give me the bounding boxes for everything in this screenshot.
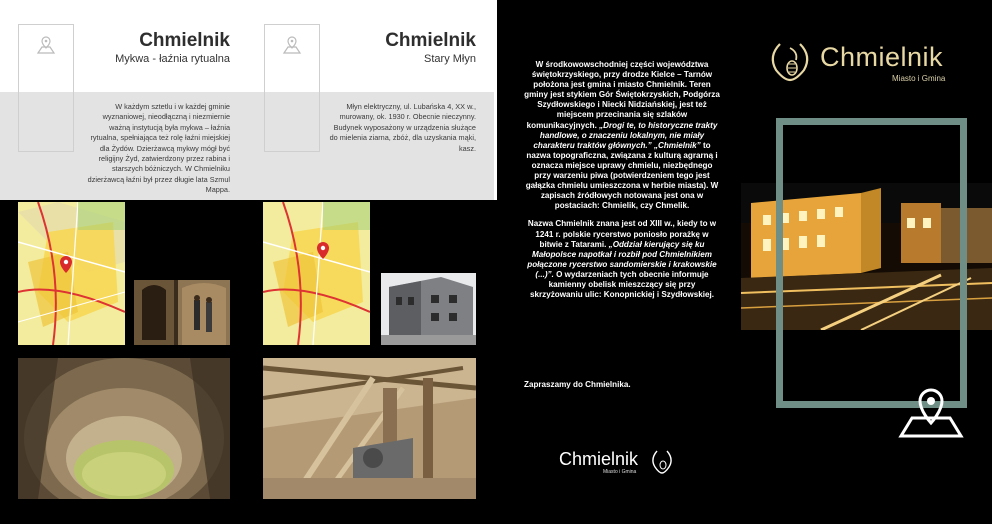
photo-frame xyxy=(776,118,967,408)
map-pin-icon xyxy=(35,35,57,55)
map-pin-icon xyxy=(281,35,303,55)
description-mlyn: Młyn elektryczny, ul. Lubańska 4, XX w., murowany, ok. 1930 r. Obecnie nieczynny. Budynek wyposażony w urządzenia służące do mielenia ziarna, zbóż, dla uzyskania mąki, kasz. xyxy=(329,102,476,153)
page-title-mykwa: Chmielnik xyxy=(139,30,230,51)
location-map-icon xyxy=(898,388,964,438)
history-paragraph-1: W środkowowschodniej części województwa świętokrzyskiego, przy drodze Kielce – Tarnów położona jest gmina i miasto Chmielnik. Teren gminy jest stykiem Gór Świętokrzyskich, Podgórza Szydłowskiego i Niecki Nidziańskiej, jest też miejscem przecinania się szlaków komunikacyjnych. „Drogi te, to historyczne trakty handlowe, o znaczeniu lokalnym, nie miały charakteru traktów głównych.” „Chmielnik” to nazwa topograficzna, związana z kulturą agrarną i oznacza miejsce uprawy chmielu, niezbędnego przy warzeniu piwa (potwierdzeniem tego jest gałązka chmielu umieszczona w herbie miasta). W zapisach źródłowych notowana jest ona w postaciach: Chmielik, czy Chmelik. xyxy=(524,60,720,211)
mill-building-photo xyxy=(381,273,476,345)
subtitle-mykwa: Mykwa - łaźnia rytualna xyxy=(115,53,230,65)
mykwa-well-photo xyxy=(18,358,230,499)
brand-name-small: Chmielnik xyxy=(559,449,639,469)
location-box-mlyn xyxy=(264,24,320,152)
history-paragraph-2: Nazwa Chmielnik znana jest od XIII w., kiedy to w 1241 r. polskie rycerstwo poniosło porażkę w bitwie z Tatarami. „Oddział kierujący się ku Małopolsce napotkał i rozbił pod Chmielnikiem połączone rycerstwo sandomierskie i krakowskie (...)”. O wydarzeniach tych obecnie informuje kamienny obelisk mieszczący się przy skrzyżowaniu ulic: Konopnickiej i Szydłowskiej. xyxy=(527,219,717,300)
location-box-mykwa xyxy=(18,24,74,152)
closing-invitation: Zapraszamy do Chmielnika. xyxy=(524,380,631,389)
page-title-mlyn: Chmielnik xyxy=(385,30,476,51)
brand-tagline: Miasto i Gmina xyxy=(892,74,946,83)
hop-logo-icon xyxy=(766,40,814,82)
town-map-mykwa xyxy=(18,202,125,345)
town-map-mlyn xyxy=(263,202,370,345)
subtitle-mlyn: Stary Młyn xyxy=(424,53,476,65)
description-mykwa: W każdym sztetlu i w każdej gminie wyznaniowej, nieodłączną i niezmiernie ważną instytucją była mykwa – łaźnia rytualna, spełniająca też rolę łaźni miejskiej dla Żydów. Dzierżawcą mykwy mógł być religijny Żyd, zatwierdzony przez rabina i starszych bóżniczych. W Chmielniku dzierżawcą łaźni był przez długie lata Szmul Mappa. xyxy=(87,102,230,195)
mykwa-interior-photo xyxy=(134,280,230,345)
hop-logo-icon xyxy=(650,449,674,475)
mill-machinery-photo xyxy=(263,358,476,499)
history-text xyxy=(524,60,720,308)
brand-tagline-small: Miasto i Gmina xyxy=(603,469,637,475)
brand-name: Chmielnik xyxy=(820,42,944,72)
